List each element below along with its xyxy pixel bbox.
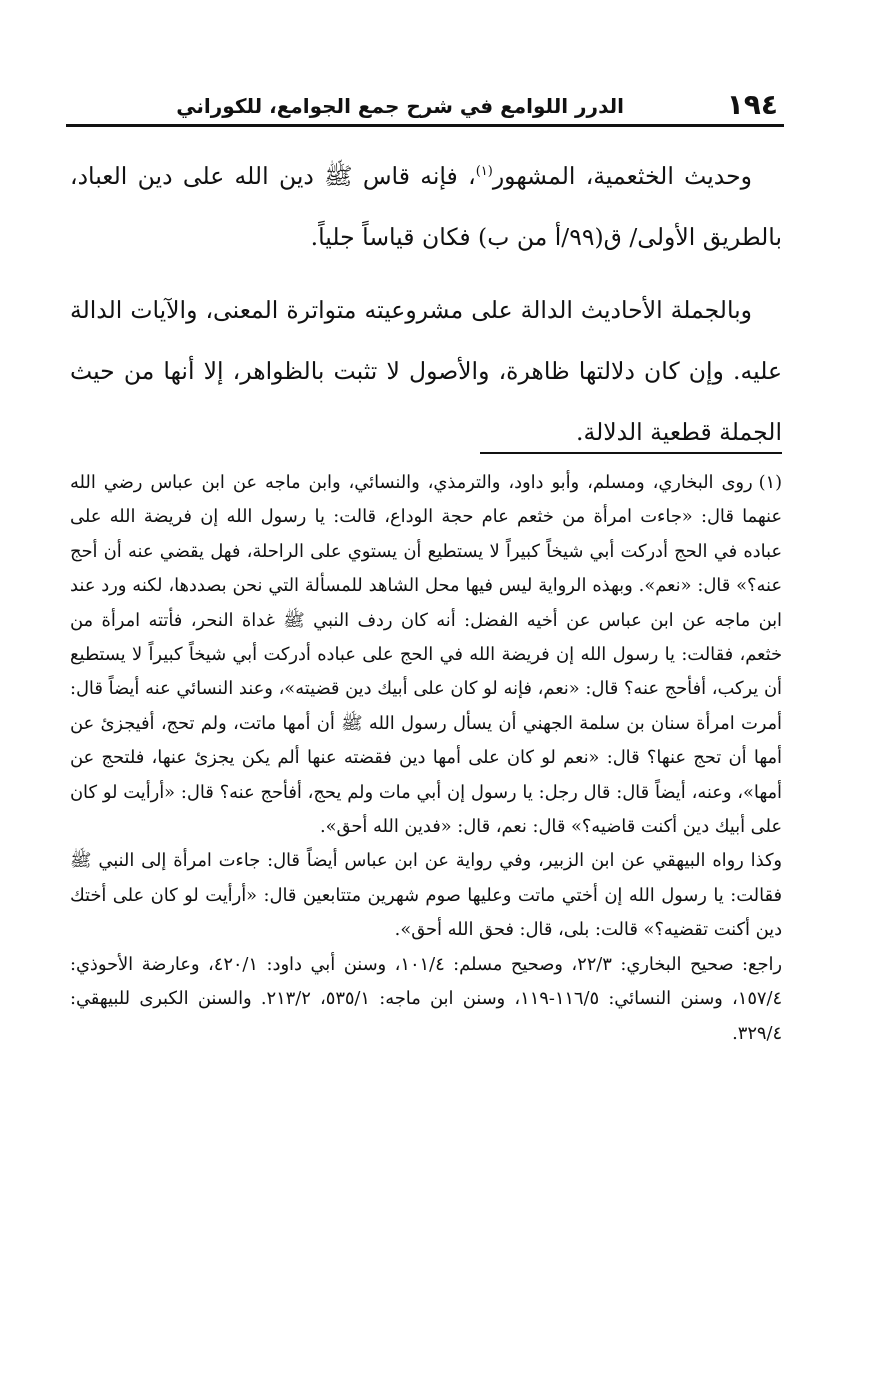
footnote-references: راجع: صحيح البخاري: ٢٢/٣، وصحيح مسلم: ١٠١/٤، وسنن أبي داود: ٤٢٠/١، وعارضة الأحوذي: ١٥٧/٤، وسنن النسائي: ١١٦/٥-١١٩، وسنن ابن ماجه: ٥٣٥/١، ٢١٣/٢. والسنن الكبرى للبيهقي: ٣٢٩/٤. bbox=[70, 953, 782, 1044]
page-header bbox=[66, 84, 784, 124]
main-text bbox=[70, 146, 782, 463]
footnotes bbox=[70, 466, 782, 1051]
page-number: ١٩٤ bbox=[726, 88, 778, 121]
footnote-text: روى البخاري، ومسلم، وأبو داود، والترمذي، والنسائي، وابن ماجه عن ابن عباس رضي الله عنهما قال: «جاءت امرأة من خثعم عام حجة الوداع، قالت: يا رسول الله إن فريضة الله على عباده في الحج أدركت أبي شيخاً كبيراً لا يستطيع أن يستوي على الراحلة، فهل يقضي عنه أن أحج عنه؟» قال: «نعم». وبهذه الرواية ليس فيها محل الشاهد للمسألة التي نحن بصددها، لكنه ورد عند ابن ماجه عن ابن عباس عن أخيه الفضل: أنه كان ردف النبي ﷺ غداة النحر، فأتته امرأة من خثعم، فقالت: يا رسول الله إن فريضة الله في الحج على عباده أدركت أبي شيخاً كبيراً لا يستطيع أن يركب، أفأحج عنه؟ قال: «نعم، فإنه لو كان على أبيك دين قضيته»، وعند النسائي عنه أيضاً قال: أمرت امرأة سنان بن سلمة الجهني أن يسأل رسول الله ﷺ أن أمها ماتت، ولم تحج، أفيجزئ عن أمها أن تحج عنها؟ قال: «نعم لو كان على أمها دين فقضته عنها ألم يكن يجزئ عنها، فلتحج عن أمها»، وعنه، أيضاً قال: قال رجل: يا رسول إن أبي مات ولم يحج، أفأحج عنه؟ قال: «أرأيت لو كان على أبيك دين أكنت قاضيه؟» قال: نعم، قال: «فدين الله أحق». bbox=[70, 472, 782, 838]
footnote-reference: (١) bbox=[475, 164, 493, 180]
footnote-marker: (١) bbox=[758, 472, 782, 493]
footnote-continuation: وكذا رواه البيهقي عن ابن الزبير، وفي رواية عن ابن عباس أيضاً قال: جاءت امرأة إلى النبي ﷺ فقالت: يا رسول الله إن أختي ماتت وعليها صوم شهرين متتابعين قال: «أرأيت لو كان على أختك دين أكنت تقضيه؟» قالت: بلى، قال: فحق الله أحق». bbox=[70, 850, 782, 941]
paragraph-text: ، فإنه قاس ﷺ دين الله على دين العباد، بالطريق الأولى/ ق(٩٩/أ من ب) فكان قياساً جلياً. bbox=[70, 162, 782, 251]
main-paragraph bbox=[70, 146, 782, 268]
paragraph-text: وحديث الخثعمية، المشهور bbox=[492, 162, 752, 190]
main-paragraph: وبالجملة الأحاديث الدالة على مشروعيته متواترة المعنى، والآيات الدالة عليه. وإن كان دلالتها ظاهرة، والأصول لا تثبت بالظواهر، إلا أنها من حيث الجملة قطعية الدلالة. bbox=[70, 296, 782, 446]
header-rule bbox=[66, 124, 784, 127]
footnote-separator bbox=[480, 452, 782, 454]
running-title: الدرر اللوامع في شرح جمع الجوامع، للكوراني bbox=[176, 94, 624, 118]
footnote bbox=[70, 466, 782, 844]
